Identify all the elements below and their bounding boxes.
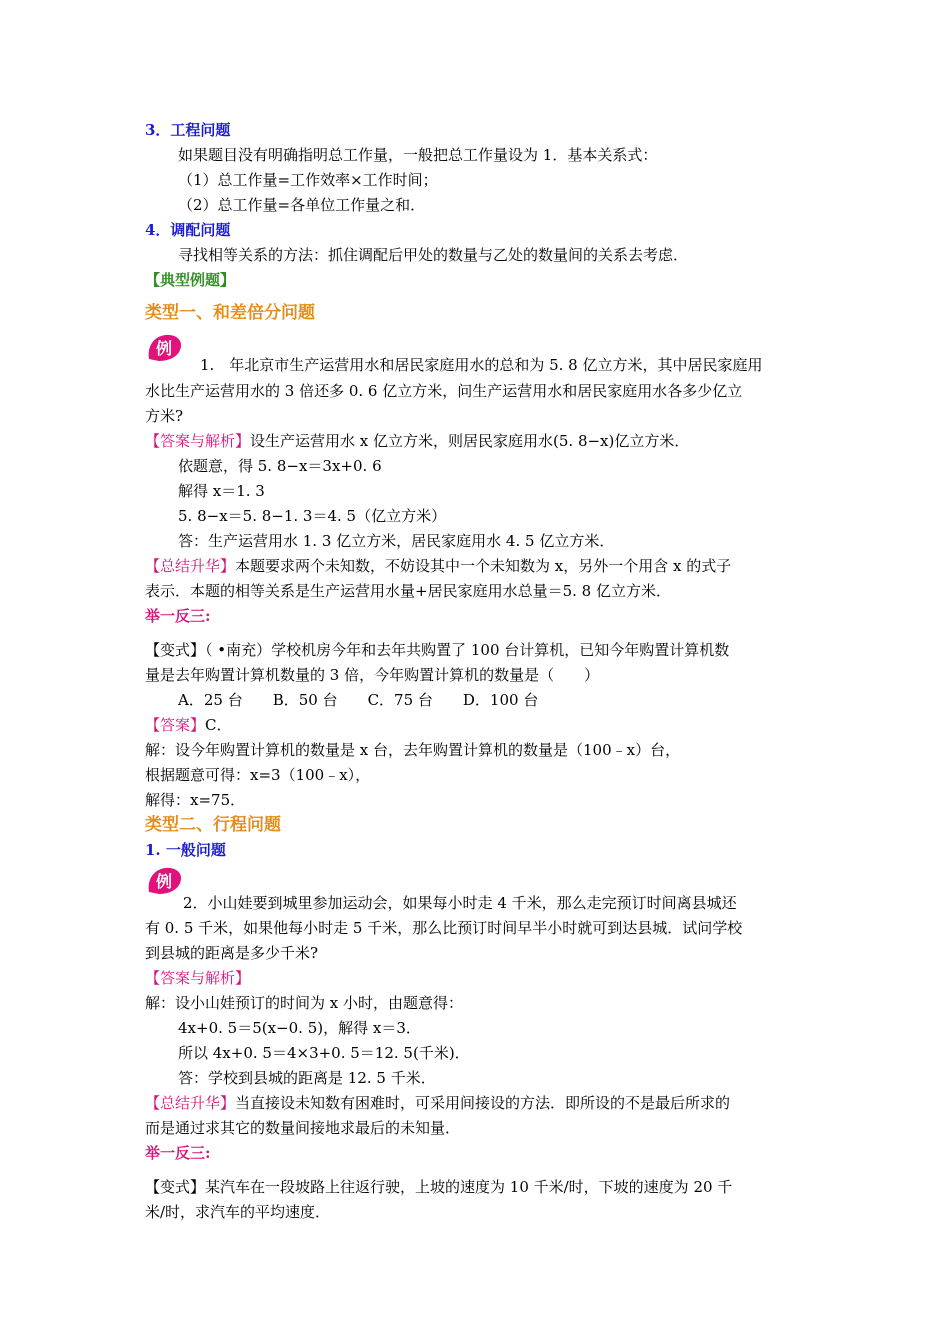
variant-1-options: A．25 台 B．50 台 C．75 台 D．100 台 [178, 691, 539, 709]
summary-text: 本题要求两个未知数，不妨设其中一个未知数为 x，另外一个用含 x 的式子 [235, 557, 732, 575]
example-1-summary-line-2: 表示．本题的相等关系是生产运营用水量+居民家庭用水总量＝5. 8 亿立方米． [145, 582, 671, 600]
variant-1-line-1: 【变式】（ •南充）学校机房今年和去年共购置了 100 台计算机，已知今年购置计算机数 [145, 641, 730, 659]
example-1-line-1: 1. 年北京市生产运营用水和居民家庭用水的总和为 5. 8 亿立方米，其中居民家庭用 [200, 356, 763, 374]
example-2-line-2: 有 0. 5 千米，如果他每小时走 5 千米，那么比预订时间早半小时就可到达县城．试问学校 [145, 919, 743, 937]
summary-text-2: 当直接设未知数有困难时，可采用间接设的方法．即所设的不是最后所求的 [235, 1094, 731, 1112]
section-3-line-2: （1）总工作量=工作效率×工作时间； [178, 171, 438, 189]
variant-1-solution-2: 根据题意可得：x=3（100﹣x）， [145, 766, 371, 784]
variant-1-solution-1: 解：设今年购置计算机的数量是 x 台，去年购置计算机的数量是（100﹣x）台， [145, 741, 681, 759]
answer-tag: 【答案】 [145, 716, 206, 734]
example-1-answer [145, 431, 689, 451]
variant-2-line-2: 米/时，求汽车的平均速度． [145, 1203, 331, 1221]
section-4-line-1: 寻找相等关系的方法：抓住调配后甲处的数量与乙处的数量间的关系去考虑． [178, 246, 689, 264]
example-1-step-2: 解得 x＝1. 3 [178, 482, 265, 500]
example-badge-icon [145, 333, 183, 363]
answer-analysis-text: 设生产运营用水 x 亿立方米，则居民家庭用水(5. 8−x)亿立方米． [250, 432, 690, 450]
section-3-line-1: 如果题目没有明确指明总工作量，一般把总工作量设为 1．基本关系式： [178, 146, 658, 164]
example-1-line-3: 方米? [145, 407, 184, 425]
example-badge-icon-2 [145, 866, 183, 896]
example-1-summary [145, 556, 731, 576]
example-1-line-2: 水比生产运营用水的 3 倍还多 0. 6 亿立方米，问生产运营用水和居民家庭用水各多少亿立 [145, 382, 743, 400]
section-4-title: 4．调配问题 [145, 221, 231, 239]
type-1-title: 类型一、和差倍分问题 [145, 303, 315, 323]
example-2-summary-line-2: 而是通过求其它的数量间接地求最后的未知量． [145, 1119, 461, 1137]
type-2-title: 类型二、行程问题 [145, 815, 281, 835]
example-2-solution-2: 所以 4x+0. 5＝4×3+0. 5＝12. 5(千米)． [178, 1044, 470, 1062]
variant-1-answer [145, 715, 232, 735]
example-badge-label-2: 例 [155, 872, 173, 891]
example-1-step-4: 答：生产运营用水 1. 3 亿立方米，居民家庭用水 4. 5 亿立方米． [178, 532, 615, 550]
example-2-answer-tag: 【答案与解析】 [145, 969, 251, 987]
answer-text: C． [205, 716, 232, 734]
example-1-step-1: 依题意，得 5. 8−x＝3x+0. 6 [178, 457, 382, 475]
example-2-line-1: 2．小山娃要到城里参加运动会，如果每小时走 4 千米，那么走完预订时间离县城还 [183, 894, 737, 912]
example-2-solution-1: 4x+0. 5＝5(x−0. 5)，解得 x＝3． [178, 1019, 421, 1037]
summary-tag: 【总结升华】 [145, 557, 236, 575]
practice-heading-2: 举一反三: [145, 1144, 211, 1162]
example-badge-label: 例 [155, 339, 173, 358]
summary-tag-2: 【总结升华】 [145, 1094, 236, 1112]
example-2-summary [145, 1093, 730, 1113]
example-2-solution-3: 答：学校到县城的距离是 12. 5 千米． [178, 1069, 436, 1087]
section-3-title: 3．工程问题 [145, 121, 231, 139]
variant-1-line-2: 量是去年购置计算机数量的 3 倍，今年购置计算机的数量是（ ） [145, 666, 600, 684]
typical-examples-heading: 【典型例题】 [145, 271, 236, 289]
practice-heading-1: 举一反三: [145, 607, 211, 625]
variant-2-line-1: 【变式】某汽车在一段坡路上往返行驶，上坡的速度为 10 千米/时，下坡的速度为 20 千 [145, 1178, 733, 1196]
type-2-subtitle: 1. 一般问题 [145, 841, 226, 859]
example-2-solution-0: 解：设小山娃预订的时间为 x 小时，由题意得： [145, 994, 463, 1012]
answer-analysis-tag: 【答案与解析】 [145, 432, 251, 450]
example-1-step-3: 5. 8−x＝5. 8−1. 3＝4. 5（亿立方米） [178, 507, 447, 525]
variant-1-solution-3: 解得：x=75． [145, 791, 246, 809]
example-2-line-3: 到县城的距离是多少千米? [145, 944, 319, 962]
section-3-line-3: （2）总工作量=各单位工作量之和． [178, 196, 426, 214]
